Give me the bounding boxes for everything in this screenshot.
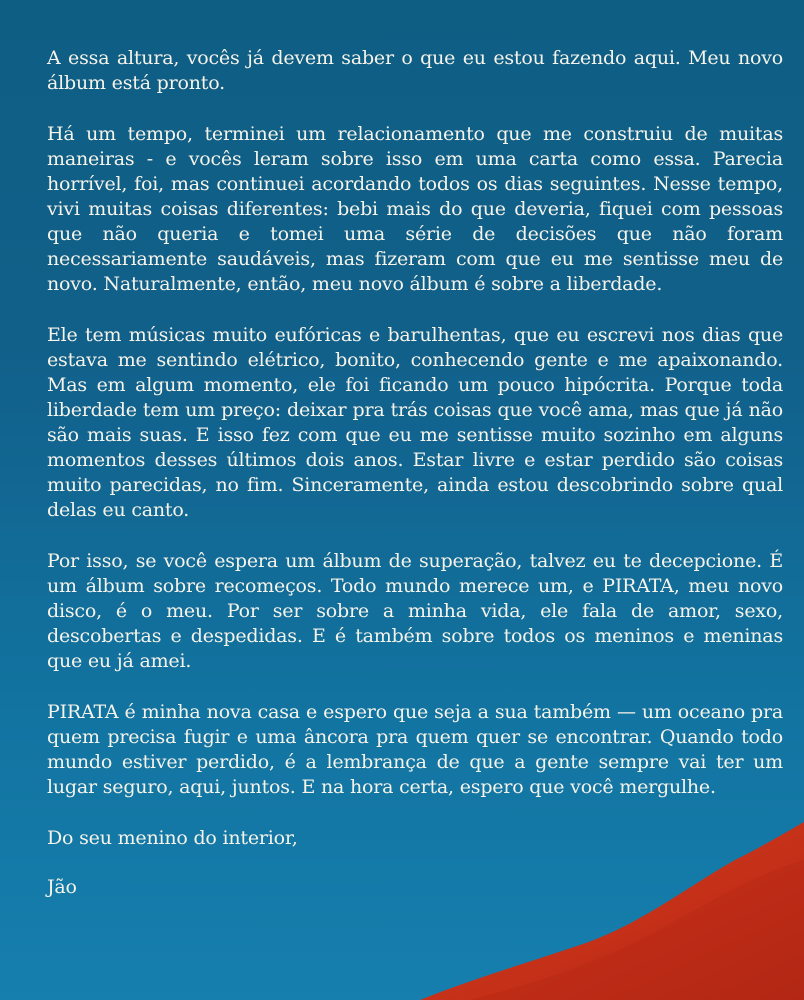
signature: Jão [47, 876, 77, 898]
closing-line: Do seu menino do interior, [47, 827, 298, 849]
paragraph-5: PIRATA é minha nova casa e espero que seja a sua também — um oceano pra quem precisa fugir e uma âncora pra quem quer se encontrar. Quando todo mundo estiver perdido, é a lembrança de que a gente sempre vai ter um lugar seguro, aqui, juntos. E na hora certa, espero que você mergulhe. [47, 701, 783, 798]
paragraph-3: Ele tem músicas muito eufóricas e barulhentas, que eu escrevi nos dias que estava me sentindo elétrico, bonito, conhecendo gente e me apaixonando. Mas em algum momento, ele foi ficando um pouco hipócrita. Porque toda liberdade tem um preço: deixar pra trás coisas que você ama, mas que já não são mais suas. E isso fez com que eu me sentisse muito sozinho em alguns momentos desses últimos dois anos. Estar livre e estar perdido são coisas muito parecidas, no fim. Sinceramente, ainda estou descobrindo sobre qual delas eu canto. [47, 324, 783, 521]
paragraph-1: A essa altura, vocês já devem saber o que eu estou fazendo aqui. Meu novo álbum está pronto. [47, 47, 783, 94]
paragraph-2: Há um tempo, terminei um relacionamento que me construiu de muitas maneiras - e vocês leram sobre isso em uma carta como essa. Parecia horrível, foi, mas continuei acordando todos os dias seguintes. Nesse tempo, vivi muitas coisas diferentes: bebi mais do que deveria, fiquei com pessoas que não queria e tomei uma série de decisões que não foram necessariamente saudáveis, mas fizeram com que eu me sentisse meu de novo. Naturalmente, então, meu novo álbum é sobre a liberdade. [47, 123, 783, 295]
letter-body [47, 46, 783, 926]
paragraph-4: Por isso, se você espera um álbum de superação, talvez eu te decepcione. É um álbum sobre recomeços. Todo mundo merece um, e PIRATA, meu novo disco, é o meu. Por ser sobre a minha vida, ele fala de amor, sexo, descobertas e despedidas. E é também sobre todos os meninos e meninas que eu já amei. [47, 550, 783, 672]
